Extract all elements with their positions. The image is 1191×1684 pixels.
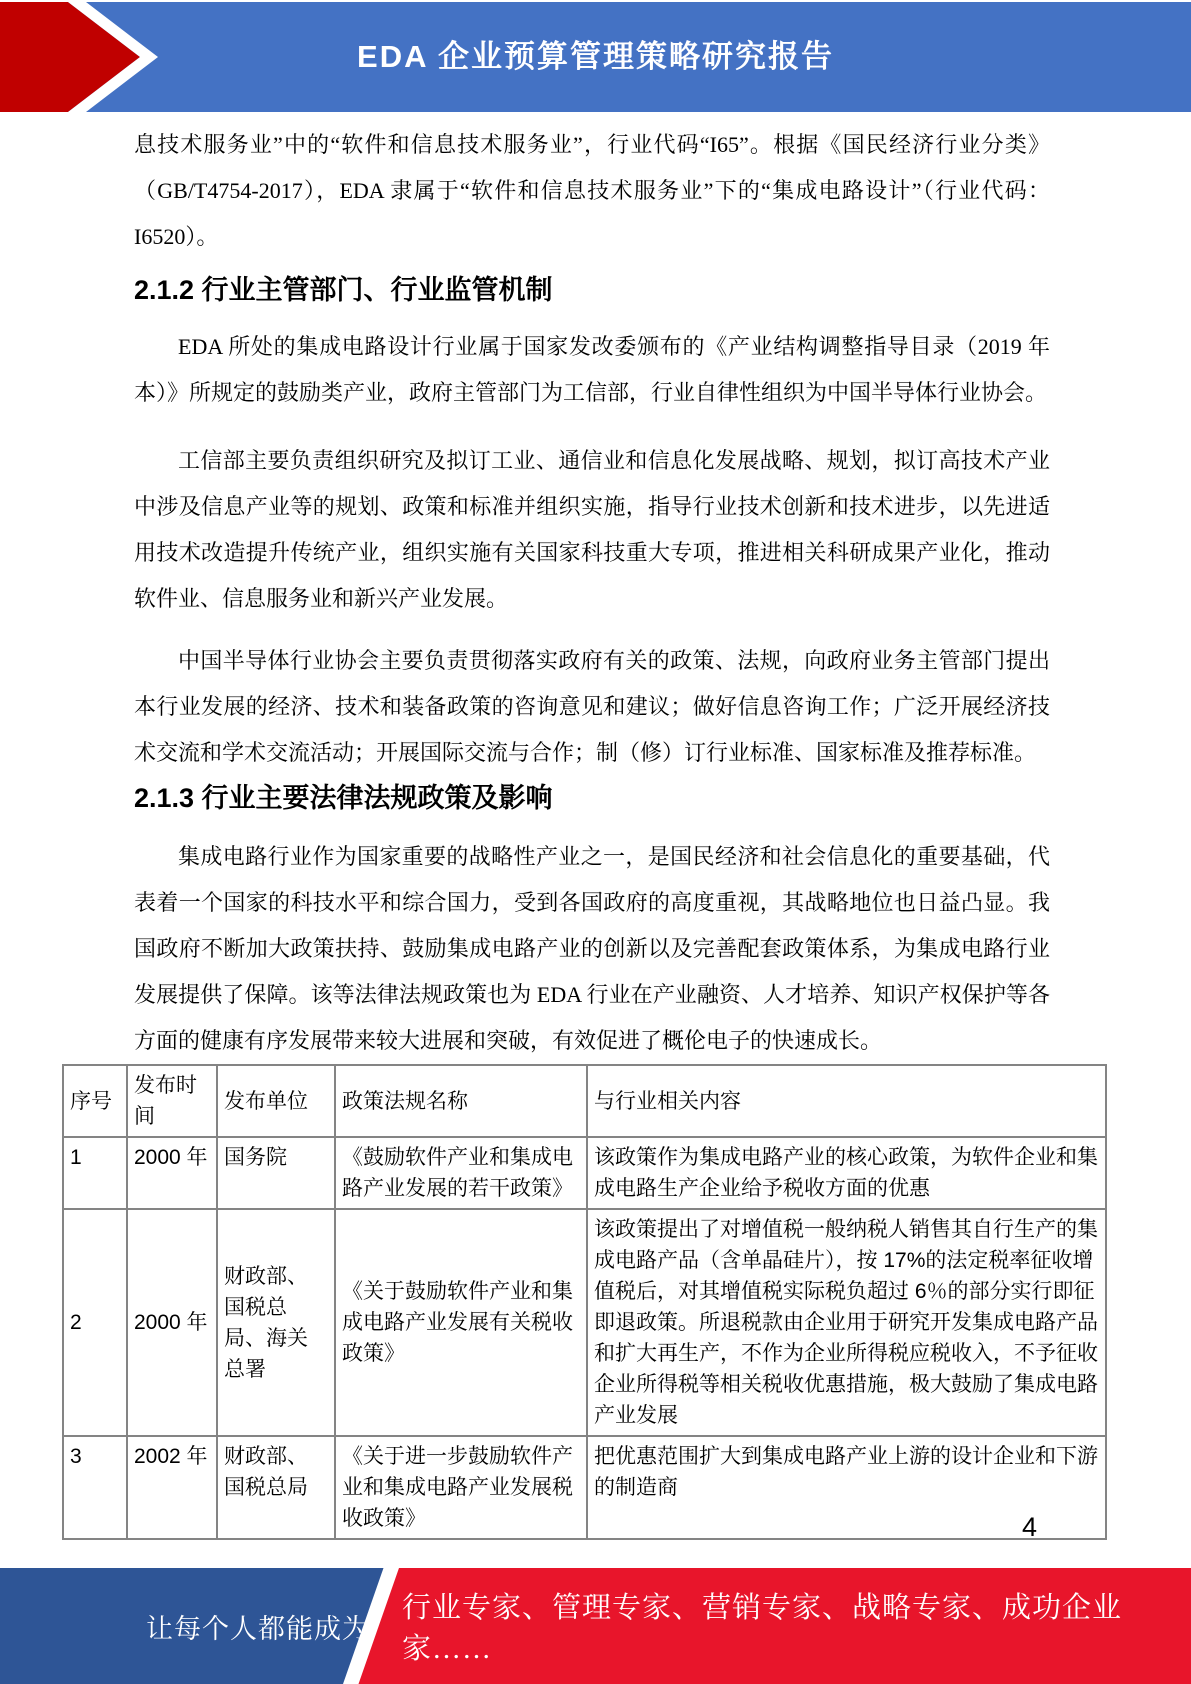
section-2-1-3-heading: 2.1.3 行业主要法律法规政策及影响: [134, 783, 553, 813]
table-cell: 2002 年: [127, 1436, 217, 1539]
page-number: 4: [1022, 1512, 1038, 1542]
table-cell: 2000 年: [127, 1137, 217, 1209]
table-cell: 《鼓励软件产业和集成电路产业发展的若干政策》: [335, 1137, 587, 1209]
table-cell: 2000 年: [127, 1209, 217, 1436]
table-header-row: [63, 1065, 1106, 1137]
paragraph-csia-duties: 中国半导体行业协会主要负责贯彻落实政府有关的政策、法规，向政府业务主管部门提出本行业发展的经济、技术和装备政策的咨询意见和建议；做好信息咨询工作；广泛开展经济技术交流和学术交流活动；开展国际交流与合作；制（修）订行业标准、国家标准及推荐标准。: [134, 648, 1050, 765]
table-cell: 1: [63, 1137, 127, 1209]
footer-slogan-right: 行业专家、管理专家、营销专家、战略专家、成功企业家……: [402, 1592, 1123, 1665]
intro-paragraph: 息技术服务业”中的“软件和信息技术服务业”，行业代码“I65”。根据《国民经济行业分类》（GB/T4754-2017），EDA 隶属于“软件和信息技术服务业”下的“集成电路设计”（行业代码：I6520）。: [134, 132, 1050, 249]
table-header-cell-index: 序号: [63, 1065, 127, 1137]
table-header-cell-issuer: 发布单位: [217, 1065, 335, 1137]
table-cell: 3: [63, 1436, 127, 1539]
table-header-cell-date: 发布时间: [127, 1065, 217, 1137]
page-footer: [0, 1568, 1191, 1684]
section-2-1-2-heading: 2.1.2 行业主管部门、行业监管机制: [134, 275, 553, 305]
table-row: [63, 1137, 1106, 1209]
paragraph-policy-impact: 集成电路行业作为国家重要的战略性产业之一，是国民经济和社会信息化的重要基础，代表着一个国家的科技水平和综合国力，受到各国政府的高度重视，其战略地位也日益凸显。我国政府不断加大政策扶持、鼓励集成电路产业的创新以及完善配套政策体系，为集成电路行业发展提供了保障。该等法律法规政策也为 EDA 行业在产业融资、人才培养、知识产权保护等各方面的健康有序发展带来较大进展和突破，有效促进了概伦电子的快速成长。: [134, 844, 1050, 1053]
policy-table: [62, 1064, 1107, 1540]
table-cell: 财政部、国税总局: [217, 1436, 335, 1539]
page-body: [0, 122, 1191, 1540]
table-cell: 国务院: [217, 1137, 335, 1209]
footer-slogan-left: 让每个人都能成为: [146, 1613, 370, 1644]
report-title: EDA 企业预算管理策略研究报告: [357, 39, 834, 74]
table-cell: 财政部、国税总局、海关总署: [217, 1209, 335, 1436]
paragraph-miit-duties: 工信部主要负责组织研究及拟订工业、通信业和信息化发展战略、规划，拟订高技术产业中涉及信息产业等的规划、政策和标准并组织实施，指导行业技术创新和技术进步，以先进适用技术改造提升传统产业，组织实施有关国家科技重大专项，推进相关科研成果产业化，推动软件业、信息服务业和新兴产业发展。: [134, 448, 1050, 611]
table-cell: 把优惠范围扩大到集成电路产业上游的设计企业和下游的制造商: [587, 1436, 1106, 1539]
table-cell: 2: [63, 1209, 127, 1436]
table-cell: 该政策提出了对增值税一般纳税人销售其自行生产的集成电路产品（含单晶硅片），按 17%的法定税率征收增值税后，对其增值税实际税负超过 6％的部分实行即征即退政策。所退税款由企业用于研究开发集成电路产品和扩大再生产，不作为企业所得税应税收入，不予征收企业所得税等相关税收优惠措施，极大鼓励了集成电路产业发展: [587, 1209, 1106, 1436]
table-row: [63, 1436, 1106, 1539]
table-cell: 《关于进一步鼓励软件产业和集成电路产业发展税收政策》: [335, 1436, 587, 1539]
table-row: [63, 1209, 1106, 1436]
header-banner: [0, 2, 1191, 112]
table-cell: 该政策作为集成电路产业的核心政策，为软件企业和集成电路生产企业给予税收方面的优惠: [587, 1137, 1106, 1209]
table-cell: 《关于鼓励软件产业和集成电路产业发展有关税收政策》: [335, 1209, 587, 1436]
table-header-cell-policy-name: 政策法规名称: [335, 1065, 587, 1137]
paragraph-industry-authority: EDA 所处的集成电路设计行业属于国家发改委颁布的《产业结构调整指导目录（2019 年本）》所规定的鼓励类产业，政府主管部门为工信部，行业自律性组织为中国半导体行业协会。: [134, 334, 1050, 405]
table-header-cell-relevance: 与行业相关内容: [587, 1065, 1106, 1137]
